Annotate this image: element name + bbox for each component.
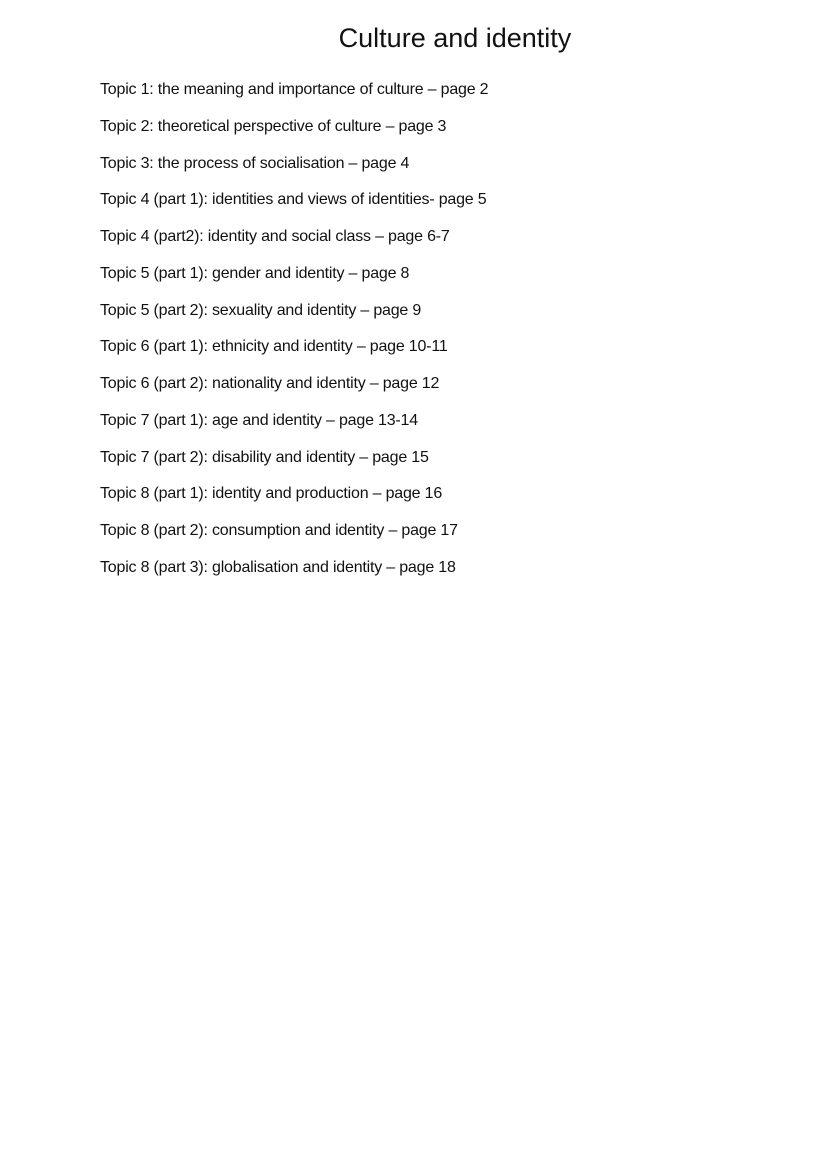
page-title: Culture and identity <box>338 23 572 53</box>
toc-item: Topic 6 (part 1): ethnicity and identity – page 10-11 <box>100 338 448 356</box>
toc-item: Topic 6 (part 2): nationality and identity – page 12 <box>100 375 440 392</box>
toc-item: Topic 4 (part 1): identities and views of identities- page 5 <box>100 191 487 209</box>
toc-item: Topic 5 (part 1): gender and identity – page 8 <box>100 264 410 282</box>
toc-item: Topic 1: the meaning and importance of culture – page 2 <box>100 81 489 98</box>
toc-item: Topic 4 (part2): identity and social class – page 6-7 <box>100 228 450 245</box>
table-of-contents <box>100 72 488 587</box>
toc-item: Topic 2: theoretical perspective of culture – page 3 <box>100 117 447 135</box>
toc-item: Topic 7 (part 2): disability and identity – page 15 <box>100 448 429 466</box>
toc-item: Topic 8 (part 1): identity and production – page 16 <box>100 485 443 503</box>
toc-item: Topic 3: the process of socialisation – page 4 <box>100 154 410 172</box>
toc-item: Topic 8 (part 3): globalisation and identity – page 18 <box>100 558 456 576</box>
toc-item: Topic 8 (part 2): consumption and identity – page 17 <box>100 522 458 539</box>
toc-item: Topic 7 (part 1): age and identity – page 13-14 <box>100 411 418 429</box>
toc-item: Topic 5 (part 2): sexuality and identity – page 9 <box>100 301 422 319</box>
